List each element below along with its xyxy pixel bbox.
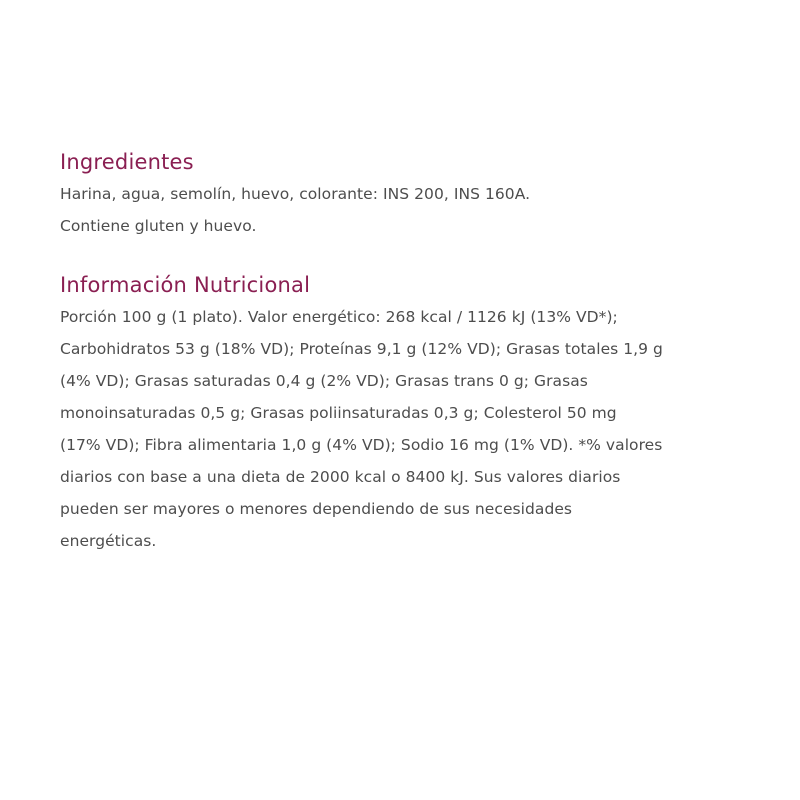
ingredients-text — [60, 178, 750, 242]
nutrition-line-1: Porción 100 g (1 plato). Valor energético: 268 kcal / 1126 kJ (13% VD*); — [60, 308, 618, 326]
product-info — [60, 146, 750, 557]
nutrition-title: Información Nutricional — [60, 273, 311, 297]
nutrition-line-5: (17% VD); Fibra alimentaria 1,0 g (4% VD); Sodio 16 mg (1% VD). *% valores — [60, 436, 663, 454]
nutrition-line-6: diarios con base a una dieta de 2000 kcal o 8400 kJ. Sus valores diarios — [60, 468, 621, 486]
nutrition-line-3: (4% VD); Grasas saturadas 0,4 g (2% VD); Grasas trans 0 g; Grasas — [60, 372, 588, 390]
ingredients-section — [60, 146, 750, 242]
nutrition-line-7: pueden ser mayores o menores dependiendo de sus necesidades — [60, 500, 573, 518]
nutrition-text — [60, 301, 750, 557]
nutrition-line-2: Carbohidratos 53 g (18% VD); Proteínas 9,1 g (12% VD); Grasas totales 1,9 g — [60, 340, 663, 358]
ingredients-line-2: Contiene gluten y huevo. — [60, 217, 257, 235]
nutrition-line-8: energéticas. — [60, 532, 157, 550]
nutrition-line-4: monoinsaturadas 0,5 g; Grasas poliinsaturadas 0,3 g; Colesterol 50 mg — [60, 404, 617, 422]
nutrition-section — [60, 269, 750, 557]
ingredients-line-1: Harina, agua, semolín, huevo, colorante: INS 200, INS 160A. — [60, 185, 531, 203]
ingredients-title: Ingredientes — [60, 150, 194, 174]
